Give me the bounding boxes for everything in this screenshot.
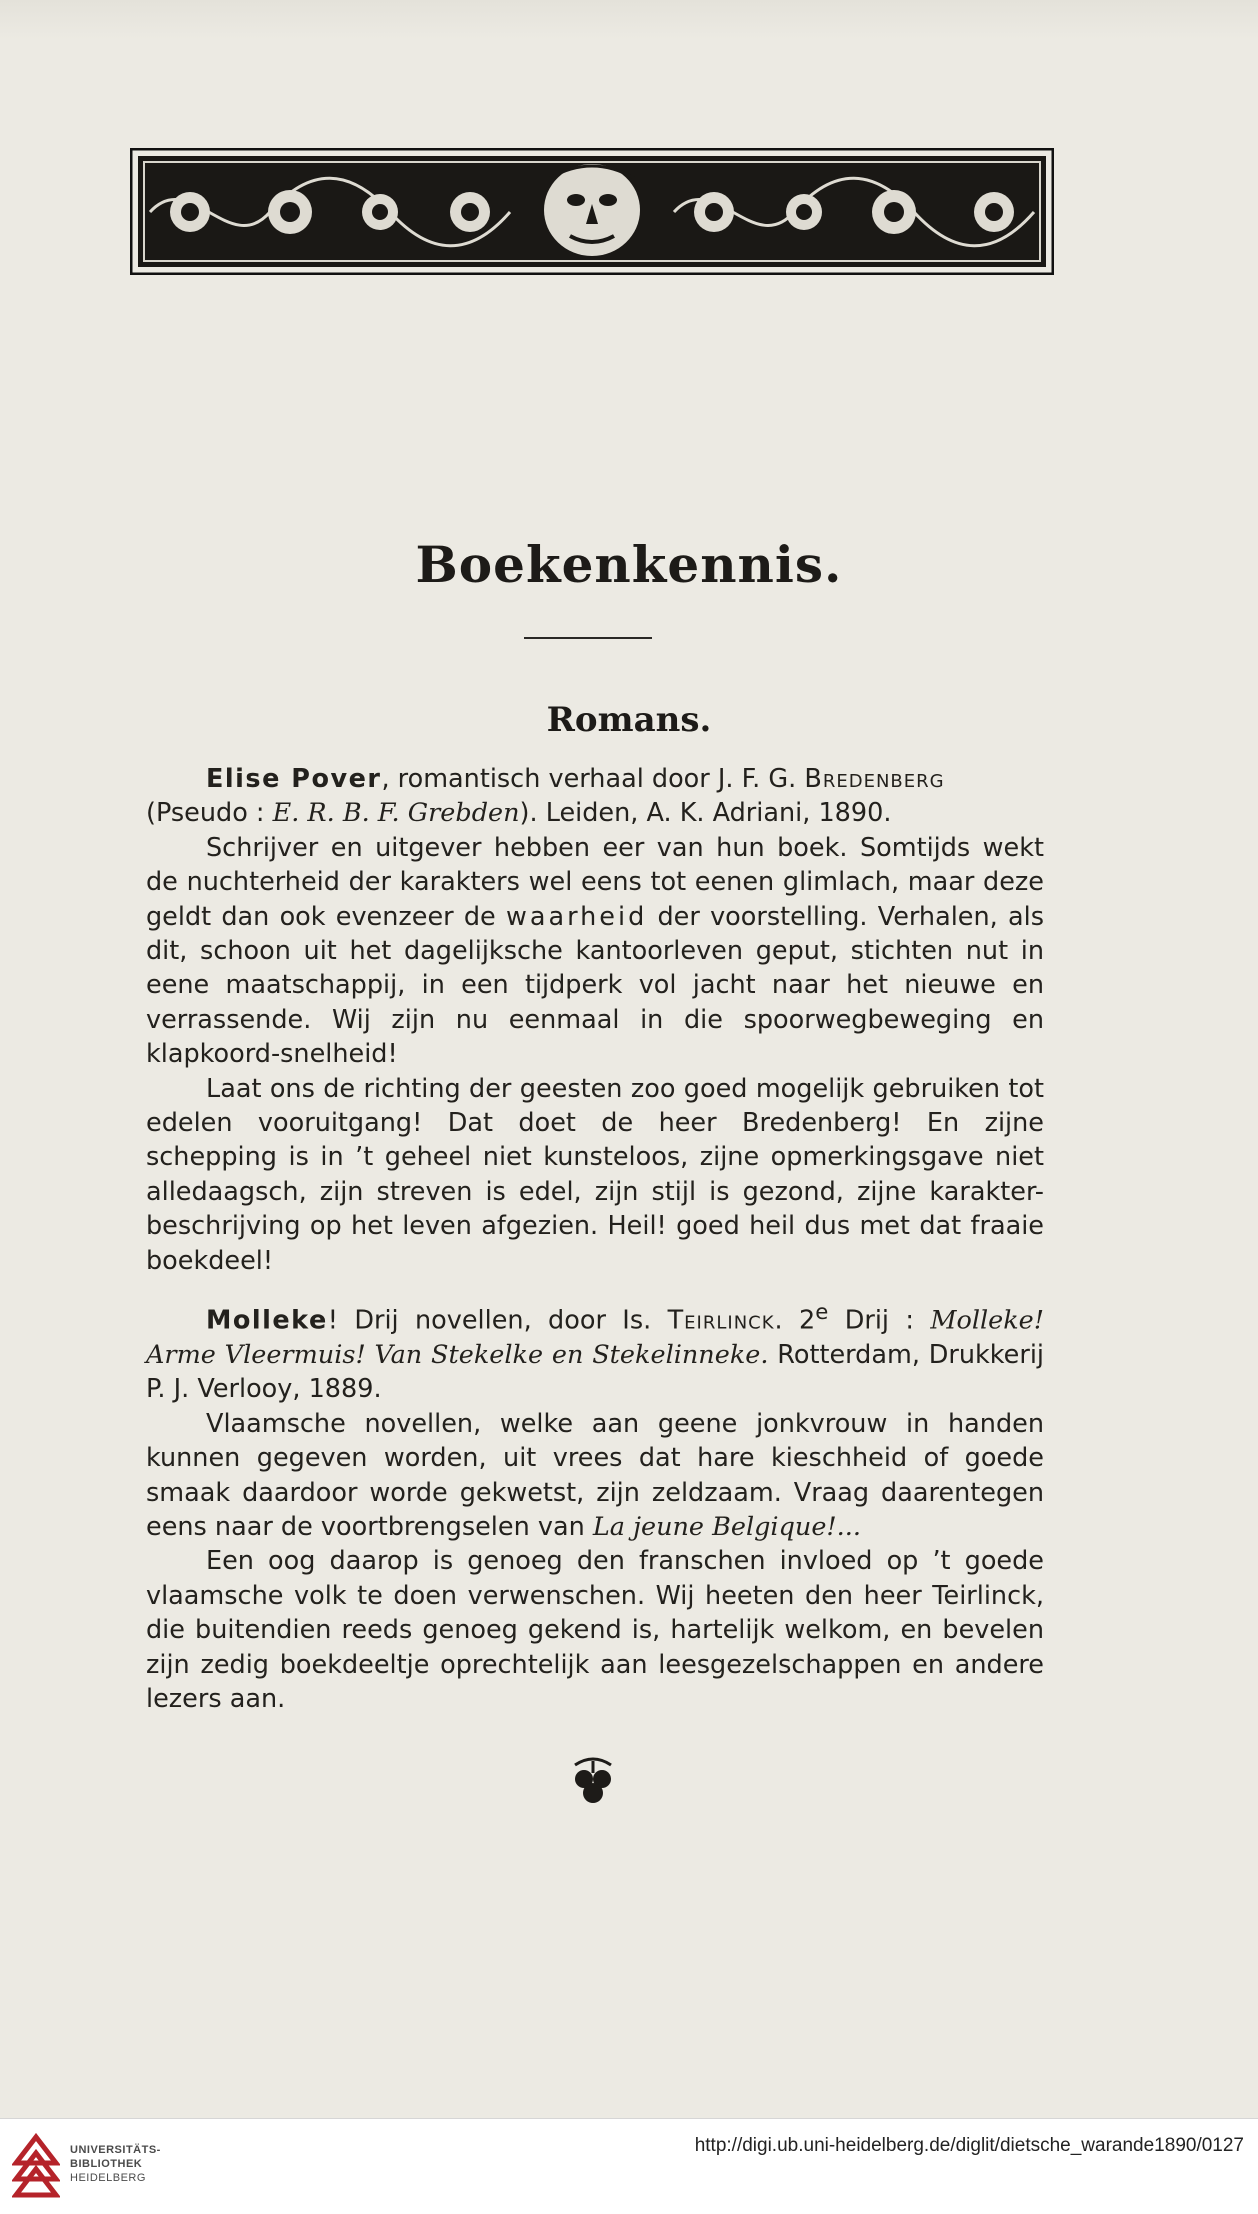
page-edge [0,0,1258,40]
source-url-link[interactable]: http://digi.ub.uni-heidelberg.de/diglit/dietsche_warande1890/0127 [694,2135,1244,2156]
review-elise-pover-citation: Elise Pover, romantisch verhaal door J. F. G. Bredenberg (Pseudo : E. R. B. F. Grebden). Leiden, A. K. Adriani, 1890. [146,764,945,829]
floral-band-with-face-icon [130,148,1054,275]
page-title: Boekenkennis. [415,535,843,594]
institution-name: UNIVERSITÄTS- BIBLIOTHEK HEIDELBERG [70,2144,161,2184]
library-logo-icon[interactable] [12,2133,60,2199]
divider [524,637,652,639]
review-paragraph: Laat ons de richting der geesten zoo goed mogelijk gebruiken tot edelen vooruitgang! Dat doet de heer Bredenberg! En zijne schepping is in ’t geheel niet kunsteloos, zijne opmerkingsgave niet alledaagsch, zijn streven is edel, zijn stijl is gezond, zijne karakter-beschrijving op het leven afgezien. Heil! goed heil dus met dat fraaie boekdeel! [146,1073,1044,1276]
review-paragraph: Schrijver en uitgever hebben eer van hun boek. Somtijds wekt de nuchterheid der karakters wel eens tot eenen glimlach, maar deze geldt dan ook evenzeer de waarheid der voorstelling. Verhalen, als dit, schoon uit het dagelijksche kantoorleven geput, stichten nut in eene maatschappij, in een tijdperk vol jacht naar het nieuwe en verrassende. Wij zijn nu eenmaal in die spoorwegbeweging en klapkoord-snelheid! [146,832,1044,1070]
review-paragraph: Een oog daarop is genoeg den franschen invloed op ’t goede vlaamsche volk te doen verwenschen. Wij heeten den heer Teirlinck, die buitendien reeds genoeg gekend is, hartelijk welkom, en bevelen zijn zedig boekdeeltje oprechtelijk aan leesgezelschappen en andere lezers aan. [146,1546,1044,1715]
section-title: Romans. [546,700,712,740]
review-molleke-citation: Molleke! Drij novellen, door Is. Teirlinck. 2e Drij : Molleke! Arme Vleermuis! Van Stekelke en Stekelinneke. Rotterdam, Drukkerij P. J. Verlooy, 1889. [146,1300,1045,1405]
author-name: Teirlinck [667,1305,775,1336]
fleuron-icon [569,1755,617,1805]
footer-bar [0,2118,1258,2214]
review-paragraph: Vlaamsche novellen, welke aan geene jonkvrouw in handen kunnen gegeven worden, uit vrees dat hare kieschheid of goede smaak daardoor worde gekwetst, zijn zeldzaam. Vraag daarentegen eens naar de voortbrengselen van La jeune Belgique!... [146,1408,1044,1543]
article-body [146,762,1044,1716]
author-name: Bredenberg [804,764,945,794]
book-title: Molleke [206,1305,328,1336]
book-title: Elise Pover [206,764,382,794]
